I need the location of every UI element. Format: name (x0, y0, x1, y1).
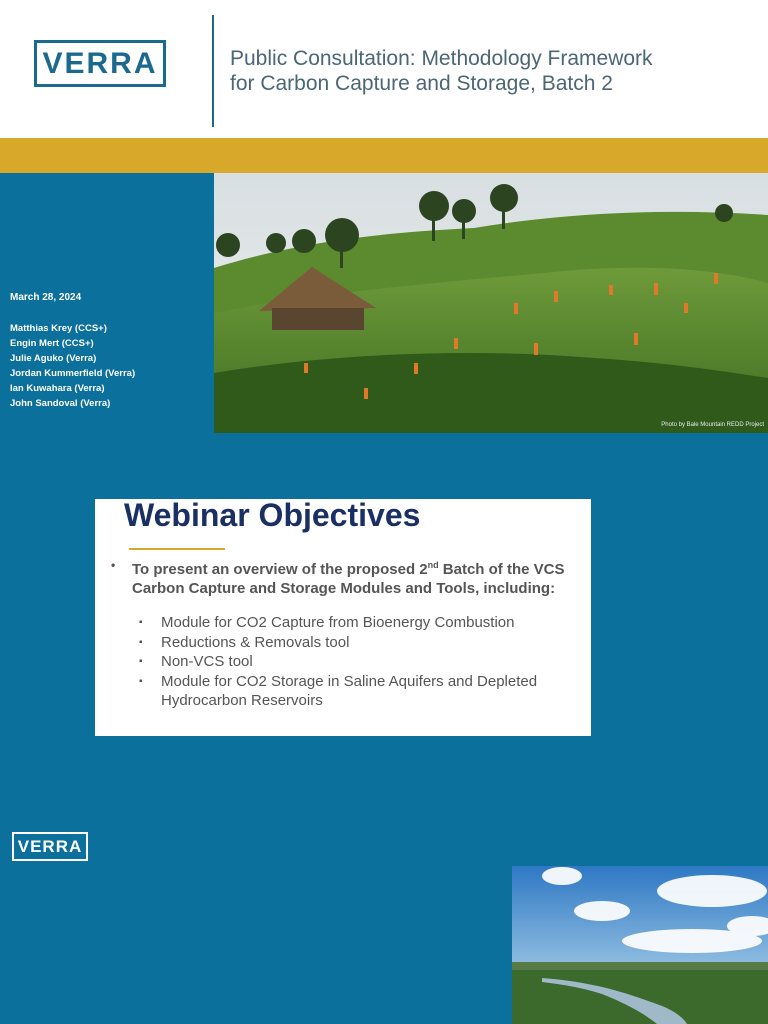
photo-credit: Photo by Bale Mountain REDD Project (661, 422, 764, 428)
author-name: Ian Kuwahara (Verra) (10, 383, 105, 394)
header-divider (212, 15, 214, 127)
square-bullet-icon: ▪ (139, 656, 143, 667)
list-item (133, 633, 583, 653)
lead-text-part2: Batch of the VCS Carbon Capture and Storage Modules and Tools, including: (132, 561, 565, 597)
lead-text-part1: To present an overview of the proposed 2 (132, 561, 428, 578)
list-item (133, 672, 583, 711)
presentation-date: March 28, 2024 (10, 292, 82, 303)
page-title-line1: Public Consultation: Methodology Framework (230, 47, 653, 70)
author-name: John Sandoval (Verra) (10, 398, 111, 409)
list-item-text: Non-VCS tool (161, 653, 253, 670)
river-photo (512, 866, 768, 1024)
objective-lead-text (132, 556, 581, 598)
verra-footer-logo (12, 832, 88, 861)
square-bullet-icon: ▪ (139, 636, 143, 648)
verra-logo (34, 40, 166, 87)
author-name: Jordan Kummerfield (Verra) (10, 368, 136, 379)
lead-superscript: nd (427, 560, 439, 570)
author-name: Julie Aguko (Verra) (10, 353, 97, 364)
list-item (133, 652, 583, 672)
page-title-line2: for Carbon Capture and Storage, Batch 2 (230, 72, 613, 95)
title-underline (129, 548, 225, 550)
verra-footer-logo-text: VERRA (17, 836, 83, 856)
author-list (10, 321, 135, 411)
list-item-text: Module for CO2 Storage in Saline Aquifers and Depleted Hydrocarbon Reservoirs (161, 672, 538, 709)
list-item-text: Reductions & Removals tool (161, 633, 350, 651)
objectives-title: Webinar Objectives (124, 497, 421, 533)
landscape-photo (214, 173, 768, 433)
list-item-text: Module for CO2 Capture from Bioenergy Combustion (161, 614, 515, 631)
author-name: Matthias Krey (CCS+) (10, 323, 107, 334)
square-bullet-icon: ▪ (139, 675, 143, 687)
bullet-icon: • (111, 558, 116, 572)
author-name: Engin Mert (CCS+) (10, 338, 94, 349)
list-item (133, 613, 583, 633)
gold-accent-band (0, 138, 768, 173)
objective-lead (111, 556, 581, 598)
objectives-card (95, 499, 591, 736)
header-bar (0, 0, 768, 138)
square-bullet-icon: ▪ (139, 617, 143, 628)
objective-sub-list (133, 613, 583, 711)
page-title (230, 46, 750, 96)
verra-logo-text: VERRA (42, 46, 158, 80)
